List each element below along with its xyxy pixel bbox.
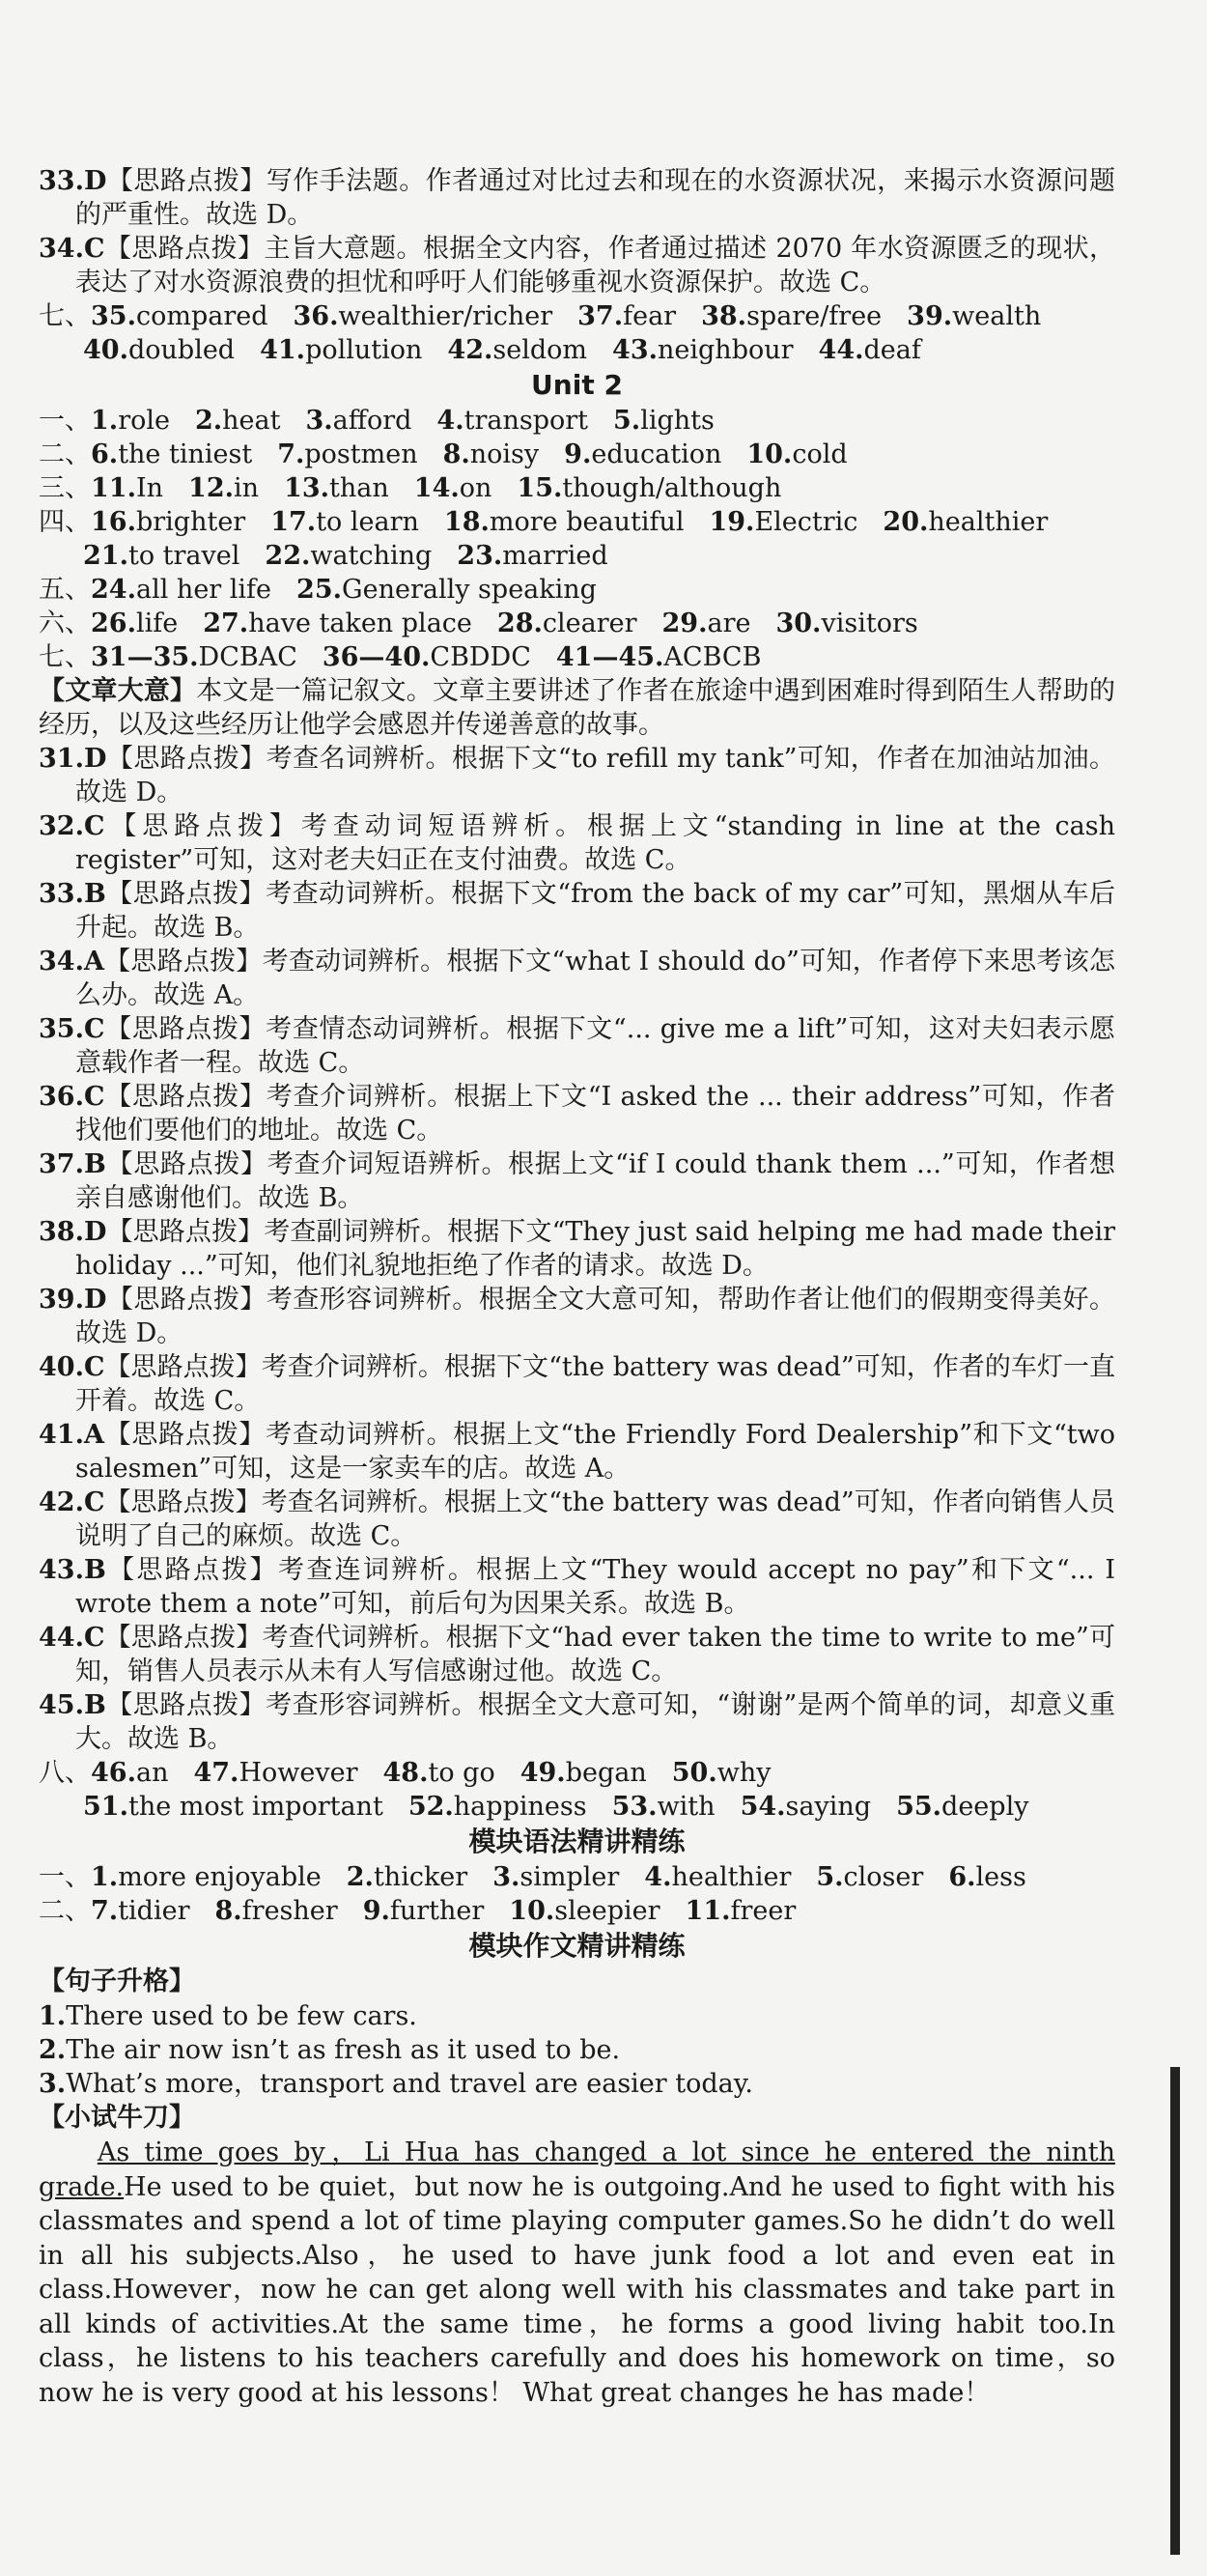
unit2-part8: 八、46.an 47.However 48.to go 49.began 50.why: [39, 1758, 772, 1788]
answer-item: 11.In: [91, 473, 164, 503]
answer-item: 47.However: [193, 1758, 358, 1788]
answer-item: 11.freer: [685, 1896, 797, 1926]
explanation-item: 33.B【思路点拨】考查动词辨析。根据下文“from the back of my car”可知，黑烟从车后升起。故选 B。: [39, 879, 1115, 943]
answer-item: 19.Electric: [709, 507, 858, 537]
answer-item: 23.married: [457, 541, 608, 571]
answer-item: 22.watching: [265, 541, 433, 571]
answer-item: 49.began: [519, 1758, 647, 1788]
grammar-part1: 一、1.more enjoyable 2.thicker 3.simpler 4.healthier 5.closer 6.less: [39, 1862, 1026, 1892]
unit2-title: Unit 2: [531, 369, 623, 401]
article-summary: 【文章大意】本文是一篇记叙文。文章主要讲述了作者在旅途中遇到困难时得到陌生人帮助的经历，以及这些经历让他学会感恩并传递善意的故事。: [39, 676, 1116, 740]
explanation-item: 36.C【思路点拨】考查介词辨析。根据上下文“I asked the ... their address”可知，作者找他们要他们的地址。故选 C。: [39, 1082, 1115, 1146]
explanation-item: 44.C【思路点拨】考查代词辨析。根据下文“had ever taken the time to write to me”可知，销售人员表示从未有人写信感谢过他。故选 C。: [39, 1623, 1115, 1686]
answer-item: 30.visitors: [775, 609, 918, 638]
answer-item: 5.lights: [613, 406, 715, 436]
explanation-item: 34.A【思路点拨】考查动词辨析。根据下文“what I should do”可知，作者停下来思考该怎么办。故选 A。: [39, 947, 1115, 1010]
answer-item: 2.heat: [194, 406, 281, 436]
answer-item: 9.further: [362, 1896, 485, 1926]
answer-item: 37.fear: [577, 301, 677, 331]
answer-item: 18.more beautiful: [443, 507, 685, 537]
page-edge-shadow: [1170, 2067, 1180, 2555]
answer-item: 50.why: [671, 1758, 772, 1788]
answer-item: 6.the tiniest: [91, 439, 253, 469]
answer-item: 48.to go: [382, 1758, 495, 1788]
answer-item: 26.life: [91, 609, 179, 638]
unit2-part5: 五、24.all her life 25.Generally speaking: [39, 575, 597, 605]
upgraded-sentence: 2.The air now isn’t as fresh as it used to be.: [39, 2035, 621, 2065]
answer-item: 3.simpler: [492, 1862, 620, 1892]
answer-item: 28.clearer: [496, 609, 637, 638]
answer-item: 36.wealthier/richer: [293, 301, 553, 331]
upgraded-sentence: 3.What’s more，transport and travel are easier today.: [39, 2069, 754, 2099]
answer-item: 7.postmen: [277, 439, 418, 469]
answer-item: 14.on: [413, 473, 492, 503]
answer-item: 1.role: [91, 406, 170, 436]
answer-item: 16.brighter: [91, 507, 246, 537]
answer-item: 15.though/although: [517, 473, 782, 503]
explanation-item: 38.D【思路点拨】考查副词辨析。根据下文“They just said helping me had made their holiday ...”可知，他们礼貌地拒绝了作者的请求。故选 D。: [39, 1217, 1115, 1281]
answer-item: 5.closer: [816, 1862, 924, 1892]
grammar-title: 模块语法精讲精练: [468, 1826, 686, 1857]
unit2-part4: 四、16.brighter 17.to learn 18.more beautiful 19.Electric 20.healthier: [39, 507, 1049, 537]
answer-item: 10.sleepier: [509, 1896, 660, 1926]
answer-item: 55.deeply: [896, 1792, 1029, 1822]
answer-item: 8.noisy: [442, 439, 540, 469]
explanation-item: 39.D【思路点拨】考查形容词辨析。根据全文大意可知，帮助作者让他们的假期变得美好。故选 D。: [39, 1285, 1115, 1348]
answer-item: 27.have taken place: [203, 609, 472, 638]
answer-item: 20.healthier: [883, 507, 1049, 537]
answer-item: 35.compared: [91, 301, 268, 331]
explanation-item: 31.D【思路点拨】考查名词辨析。根据下文“to refill my tank”可知，作者在加油站加油。故选 D。: [39, 744, 1115, 807]
practice-tag: 【小试牛刀】: [39, 2103, 195, 2133]
explanation-item: 43.B【思路点拨】考查连词辨析。根据上文“They would accept no pay”和下文“... I wrote them a note”可知，前后句为因果关系。故选 B。: [39, 1555, 1115, 1619]
grammar-part2: 二、7.tidier 8.fresher 9.further 10.sleepier 11.freer: [39, 1896, 797, 1926]
answer-item: 44.deaf: [818, 335, 921, 365]
explanation-item: 42.C【思路点拨】考查名词辨析。根据上文“the battery was dead”可知，作者向销售人员说明了自己的麻烦。故选 C。: [39, 1487, 1115, 1551]
answer-item: 46.an: [91, 1758, 169, 1788]
answer-item: 6.less: [948, 1862, 1026, 1892]
explanation-item: 41.A【思路点拨】考查动词辨析。根据上文“the Friendly Ford Dealership”和下文“two salesmen”可知，这是一家卖车的店。故选 A。: [39, 1420, 1115, 1484]
explanation-item: 40.C【思路点拨】考查介词辨析。根据下文“the battery was dead”可知，作者的车灯一直开着。故选 C。: [39, 1352, 1115, 1416]
answer-item: 52.happiness: [407, 1792, 587, 1822]
answer-item: 17.to learn: [270, 507, 419, 537]
answer-item: 38.spare/free: [701, 301, 883, 331]
answer-item: 24.all her life: [91, 575, 272, 605]
unit2-part2: 二、6.the tiniest 7.postmen 8.noisy 9.education 10.cold: [39, 439, 848, 469]
explanation-list: [39, 742, 1115, 1756]
explanation-item: 45.B【思路点拨】考查形容词辨析。根据全文大意可知，“谢谢”是两个简单的词，却意义重大。故选 B。: [39, 1690, 1115, 1754]
unit1-part7-row1: 七、35.compared 36.wealthier/richer 37.fear 38.spare/free 39.wealth: [39, 301, 1042, 331]
answer-item: 41.pollution: [260, 335, 423, 365]
explanation-item: 37.B【思路点拨】考查介词短语辨析。根据上文“if I could thank them ...”可知，作者想亲自感谢他们。故选 B。: [39, 1149, 1115, 1213]
answer-item: 53.with: [611, 1792, 716, 1822]
answer-item: 36—40.CBDDC: [322, 642, 531, 672]
essay-body: He used to be quiet，but now he is outgoing.And he used to fight with his classmates and spend a lot of time playing computer games.So he didn’t do well in all his subjects.Also，he used to have junk food a lot and even eat in class.However，now he can get along well with his classmates and take part in all kinds of activities.At the same time，he forms a good living habit too.In class，he listens to his teachers carefully and does his homework on time，so now he is very good at his lessons！ What great changes he has made！: [39, 2171, 1115, 2408]
answer-item: 42.seldom: [447, 335, 588, 365]
answer-item: 40.doubled: [83, 335, 236, 365]
explanation-item: 35.C【思路点拨】考查情态动词辨析。根据下文“... give me a lift”可知，这对夫妇表示愿意载作者一程。故选 C。: [39, 1014, 1115, 1078]
answer-item: 3.afford: [305, 406, 412, 436]
answer-item: 51.the most important: [83, 1792, 383, 1822]
unit1-part7-row2: [39, 333, 1115, 367]
answer-34: 34.C【思路点拨】主旨大意题。根据全文内容，作者通过描述 2070 年水资源匮乏的现状，表达了对水资源浪费的担忧和呼吁人们能够重视水资源保护。故选 C。: [39, 234, 1115, 297]
answer-item: 43.neighbour: [612, 335, 794, 365]
answer-item: 21.to travel: [83, 541, 240, 571]
unit2-part4-cont: [39, 539, 1115, 573]
upgraded-sentence: 1.There used to be few cars.: [39, 2001, 417, 2031]
answer-item: 7.tidier: [91, 1896, 190, 1926]
answer-item: 10.cold: [746, 439, 848, 469]
answer-item: 1.more enjoyable: [91, 1862, 322, 1892]
answer-item: 41—45.ACBCB: [555, 642, 762, 672]
answer-item: 54.saying: [740, 1792, 872, 1822]
sentence-upgrade-tag: 【句子升格】: [39, 1967, 195, 1996]
answer-item: 9.education: [564, 439, 722, 469]
answer-page: [39, 164, 1115, 2410]
answer-33: 33.D【思路点拨】写作手法题。作者通过对比过去和现在的水资源状况，来揭示水资源问题的严重性。故选 D。: [39, 166, 1115, 230]
answer-item: 25.Generally speaking: [296, 575, 597, 605]
unit2-part7: 七、31—35.DCBAC 36—40.CBDDC 41—45.ACBCB: [39, 642, 762, 672]
answer-item: 2.thicker: [346, 1862, 468, 1892]
unit2-part3: 三、11.In 12.in 13.than 14.on 15.though/although: [39, 473, 782, 503]
answer-item: 29.are: [661, 609, 751, 638]
unit2-part1: 一、1.role 2.heat 3.afford 4.transport 5.lights: [39, 406, 715, 436]
answer-item: 12.in: [188, 473, 260, 503]
explanation-item: 32.C【思路点拨】考查动词短语辨析。根据上文“standing in line at the cash register”可知，这对老夫妇正在支付油费。故选 C。: [39, 811, 1115, 875]
unit2-part8-cont: [39, 1790, 1115, 1824]
sentence-list: [39, 1999, 1115, 2101]
writing-title: 模块作文精讲精练: [468, 1930, 686, 1962]
answer-item: 8.fresher: [214, 1896, 338, 1926]
answer-item: 13.than: [284, 473, 389, 503]
answer-item: 4.healthier: [644, 1862, 792, 1892]
answer-item: 39.wealth: [907, 301, 1042, 331]
answer-item: 31—35.DCBAC: [91, 642, 297, 672]
unit2-part6: 六、26.life 27.have taken place 28.clearer 29.are 30.visitors: [39, 609, 918, 638]
essay-underlined: As time goes by，Li Hua has changed a lot since he entered the ninth grade.: [39, 2137, 1115, 2202]
sample-essay: [39, 2136, 1115, 2410]
answer-item: 4.transport: [436, 406, 588, 436]
